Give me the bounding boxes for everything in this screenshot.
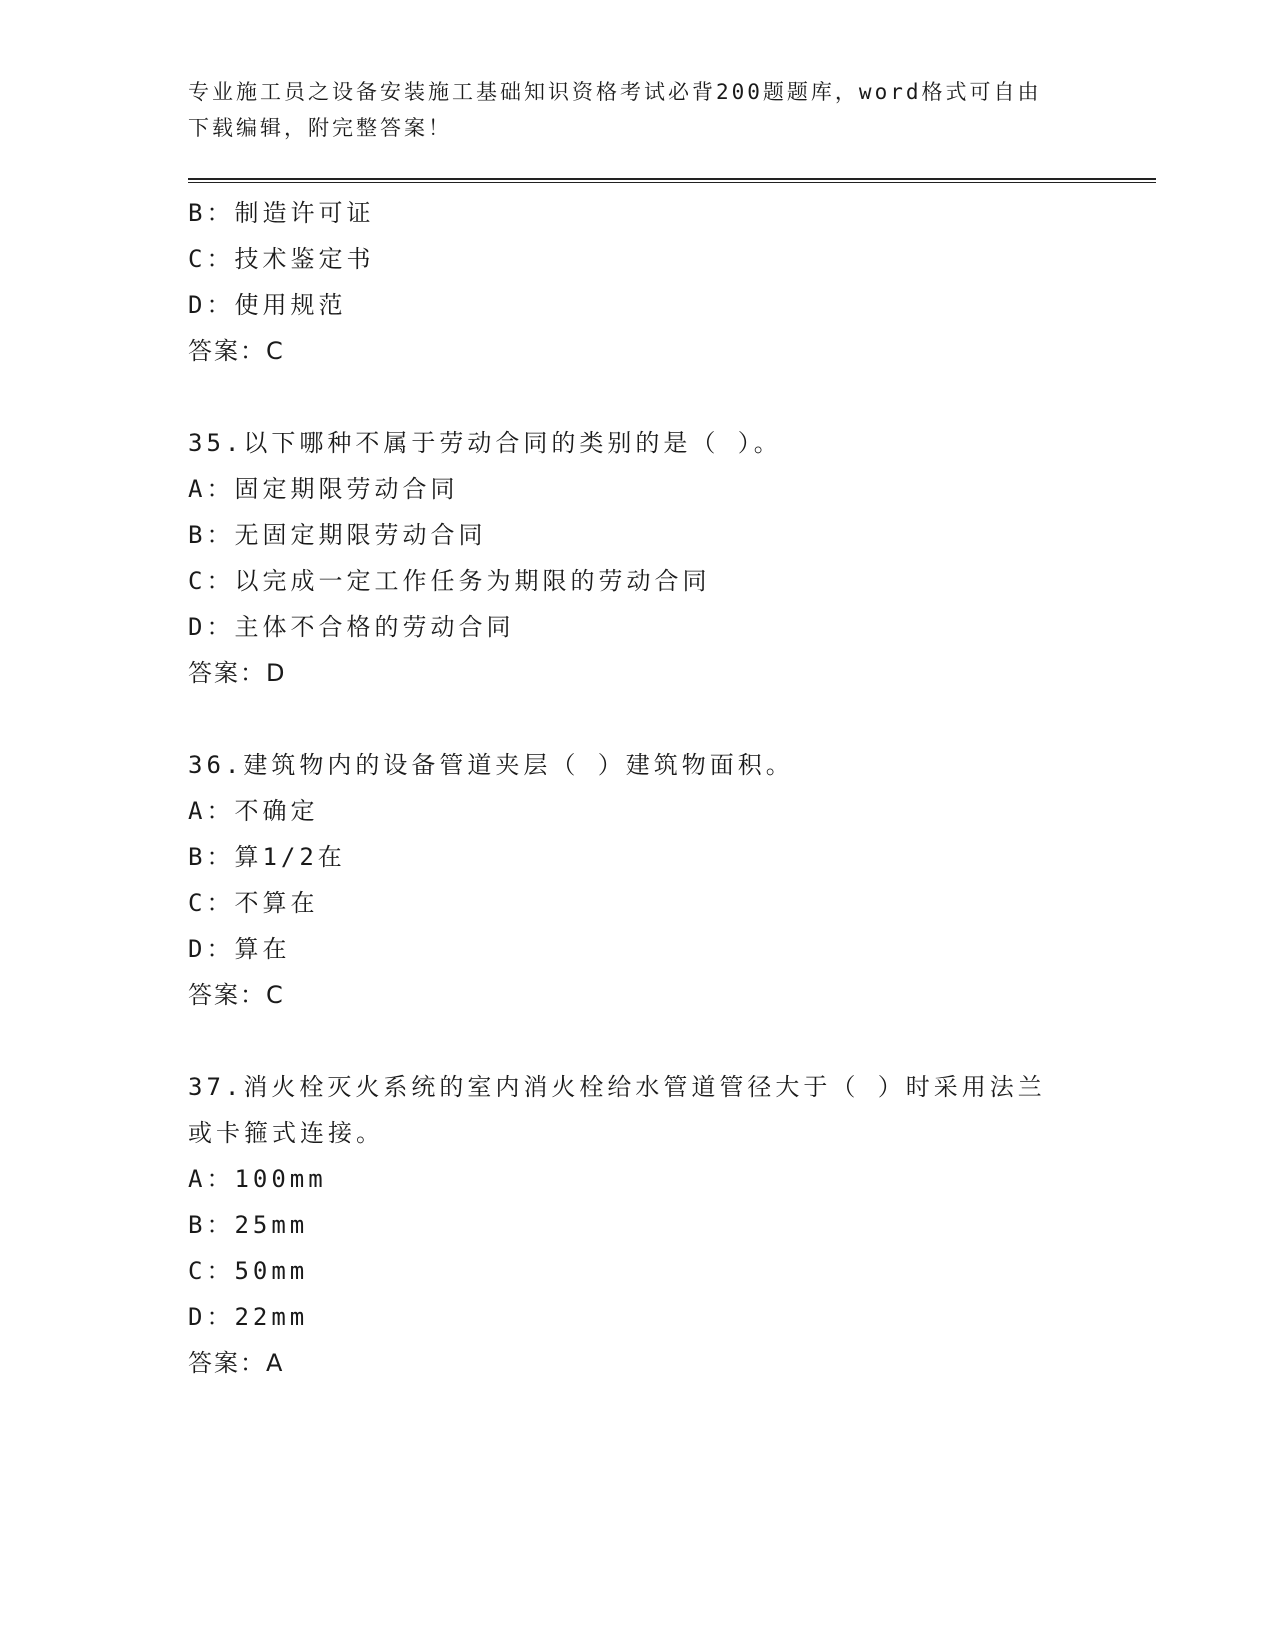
option-b: B：无固定期限劳动合同 xyxy=(188,521,487,549)
header-line-2: 下载编辑，附完整答案！ xyxy=(188,116,452,140)
spacer xyxy=(188,374,1088,420)
option-b: B：制造许可证 xyxy=(188,199,375,227)
option-a: A：固定期限劳动合同 xyxy=(188,475,459,503)
option-d: D：算在 xyxy=(188,935,291,963)
spacer xyxy=(188,1018,1088,1064)
header-line-1: 专业施工员之设备安装施工基础知识资格考试必背200题题库，word格式可自由 xyxy=(188,80,1042,104)
option-c: C：以完成一定工作任务为期限的劳动合同 xyxy=(188,567,711,595)
question-36 xyxy=(188,742,1088,1018)
header-divider xyxy=(188,178,1156,183)
option-c: C：不算在 xyxy=(188,889,319,917)
answer-line: 答案：D xyxy=(188,659,287,687)
question-text-line-2: 或卡箍式连接。 xyxy=(188,1119,384,1147)
question-text: 36.建筑物内的设备管道夹层（ ）建筑物面积。 xyxy=(188,751,794,779)
spacer xyxy=(188,696,1088,742)
answer-line: 答案：A xyxy=(188,1349,285,1377)
option-c: C：50mm xyxy=(188,1257,309,1285)
answer-line: 答案：C xyxy=(188,981,285,1009)
document-header xyxy=(188,74,1088,146)
question-text: 35.以下哪种不属于劳动合同的类别的是（ ）。 xyxy=(188,429,782,457)
question-list xyxy=(188,190,1088,1386)
option-d: D：主体不合格的劳动合同 xyxy=(188,613,515,641)
question-37 xyxy=(188,1064,1088,1386)
option-b: B：算1/2在 xyxy=(188,843,346,871)
question-text-line-1: 37.消火栓灭火系统的室内消火栓给水管道管径大于（ ）时采用法兰 xyxy=(188,1073,1046,1101)
option-a: A：100mm xyxy=(188,1165,327,1193)
option-d: D：22mm xyxy=(188,1303,309,1331)
answer-line: 答案：C xyxy=(188,337,285,365)
option-d: D：使用规范 xyxy=(188,291,347,319)
option-a: A：不确定 xyxy=(188,797,319,825)
question-35 xyxy=(188,420,1088,696)
question-34 xyxy=(188,190,1088,374)
option-c: C：技术鉴定书 xyxy=(188,245,375,273)
option-b: B：25mm xyxy=(188,1211,309,1239)
